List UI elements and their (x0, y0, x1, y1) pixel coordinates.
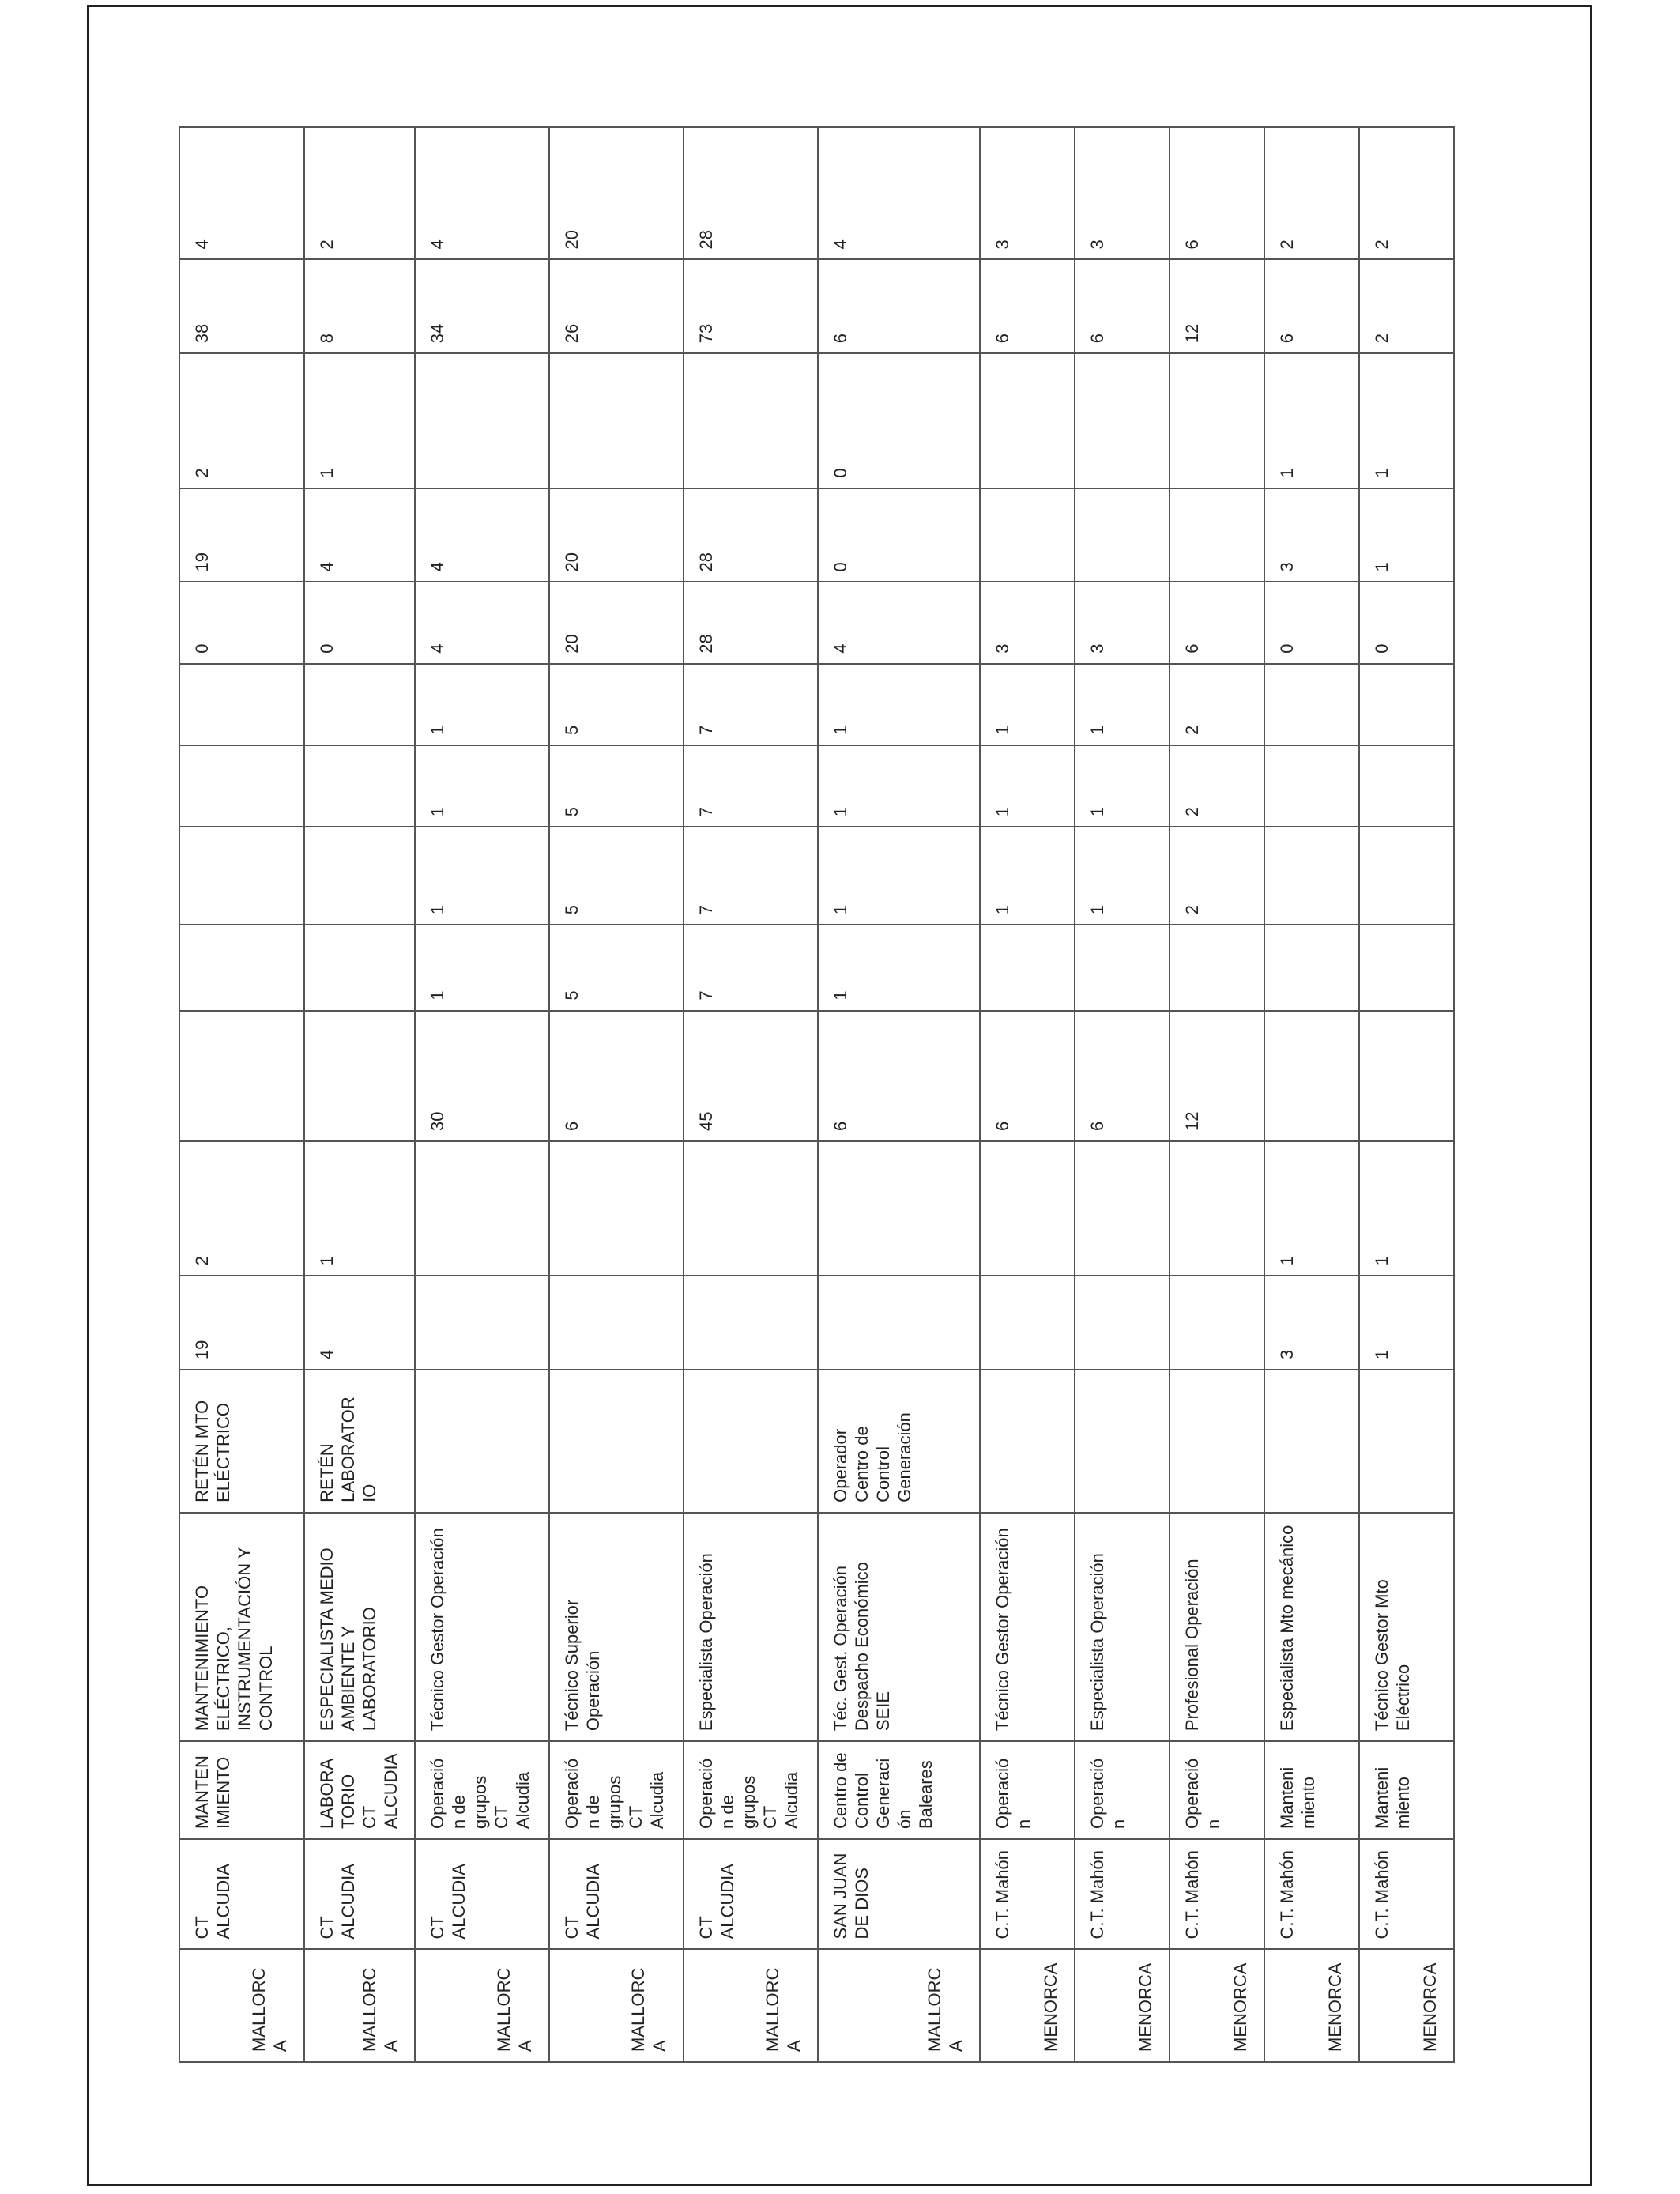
cell-value (1359, 827, 1454, 925)
cell-position: Técnico Gestor Operación (415, 1513, 549, 1741)
cell-value (818, 1141, 980, 1276)
cell-value (304, 664, 415, 745)
cell-service (1264, 1370, 1359, 1513)
cell-value: 0 (818, 488, 980, 582)
cell-area: MANTEN IMIENTO (179, 1741, 304, 1839)
cell-value: 3 (1075, 127, 1170, 259)
cell-value: 6 (1170, 127, 1264, 259)
cell-value: 1 (980, 745, 1075, 827)
cell-value: 0 (1359, 582, 1454, 663)
cell-value: 12 (1170, 259, 1264, 353)
cell-value: 30 (415, 1011, 549, 1141)
cell-value (304, 827, 415, 925)
table-row (415, 127, 549, 2062)
cell-area: Operació n (1075, 1741, 1170, 1839)
cell-area: Operació n (980, 1741, 1075, 1839)
cell-value: 0 (179, 582, 304, 663)
cell-value: 1 (1359, 488, 1454, 582)
cell-value (1170, 353, 1264, 488)
cell-value: 4 (415, 127, 549, 259)
cell-value: 19 (179, 1276, 304, 1370)
cell-region: MENORCA (1359, 1949, 1454, 2062)
cell-center: SAN JUAN DE DIOS (818, 1839, 980, 1949)
cell-value (304, 925, 415, 1010)
cell-service (415, 1370, 549, 1513)
cell-value (1359, 745, 1454, 827)
cell-position: Especialista Operación (1075, 1513, 1170, 1741)
cell-value: 5 (549, 745, 684, 827)
cell-value (1264, 664, 1359, 745)
cell-value: 20 (549, 582, 684, 663)
cell-value (980, 1141, 1075, 1276)
table-row (980, 127, 1075, 2062)
cell-service (980, 1370, 1075, 1513)
cell-value: 4 (415, 488, 549, 582)
cell-position: Técnico Gestor Operación (980, 1513, 1075, 1741)
cell-position: Técnico Gestor Mto Eléctrico (1359, 1513, 1454, 1741)
cell-value (1075, 353, 1170, 488)
cell-area: LABORA TORIO CT ALCUDIA (304, 1741, 415, 1839)
cell-area: Operació n de grupos CT Alcudia (549, 1741, 684, 1839)
cell-position: Especialista Operación (684, 1513, 818, 1741)
cell-value: 6 (980, 1011, 1075, 1141)
cell-value: 3 (1075, 582, 1170, 663)
cell-position: Profesional Operación (1170, 1513, 1264, 1741)
cell-value (980, 353, 1075, 488)
table-row (179, 127, 304, 2062)
cell-value (415, 353, 549, 488)
cell-value (1359, 925, 1454, 1010)
cell-value: 6 (1075, 259, 1170, 353)
cell-value (1264, 827, 1359, 925)
cell-value: 1 (818, 664, 980, 745)
cell-value: 19 (179, 488, 304, 582)
cell-value: 2 (1170, 745, 1264, 827)
cell-value (1075, 925, 1170, 1010)
cell-value (980, 488, 1075, 582)
cell-value: 1 (1075, 745, 1170, 827)
cell-value (1359, 1011, 1454, 1141)
cell-value (415, 1141, 549, 1276)
cell-value: 2 (304, 127, 415, 259)
cell-value (549, 353, 684, 488)
cell-value: 2 (1359, 127, 1454, 259)
cell-area: Centro de Control Generaci ón Baleares (818, 1741, 980, 1839)
cell-value (179, 827, 304, 925)
cell-value (1075, 1276, 1170, 1370)
cell-value: 7 (684, 664, 818, 745)
cell-value: 38 (179, 259, 304, 353)
staffing-table (179, 126, 1455, 2063)
cell-value: 2 (179, 1141, 304, 1276)
cell-value: 2 (1359, 259, 1454, 353)
cell-value: 2 (1170, 827, 1264, 925)
cell-center: C.T. Mahón (1170, 1839, 1264, 1949)
cell-value: 1 (980, 827, 1075, 925)
cell-value: 1 (415, 745, 549, 827)
cell-value (818, 1276, 980, 1370)
cell-value: 5 (549, 664, 684, 745)
cell-value (1170, 1276, 1264, 1370)
cell-value: 0 (1264, 582, 1359, 663)
cell-value: 1 (1264, 1141, 1359, 1276)
cell-value: 3 (1264, 1276, 1359, 1370)
cell-service: Operador Centro de Control Generación (818, 1370, 980, 1513)
cell-value: 1 (415, 664, 549, 745)
cell-value: 6 (818, 1011, 980, 1141)
cell-center: CT ALCUDIA (415, 1839, 549, 1949)
cell-value: 2 (1264, 127, 1359, 259)
cell-service: RETÉN LABORATOR IO (304, 1370, 415, 1513)
cell-area: Manteni miento (1264, 1741, 1359, 1839)
cell-center: C.T. Mahón (980, 1839, 1075, 1949)
cell-center: C.T. Mahón (1359, 1839, 1454, 1949)
cell-value: 12 (1170, 1011, 1264, 1141)
cell-area: Operació n (1170, 1741, 1264, 1839)
cell-value (549, 1276, 684, 1370)
cell-value: 3 (980, 127, 1075, 259)
cell-area: Operació n de grupos CT Alcudia (415, 1741, 549, 1839)
cell-region: MALLORC A (549, 1949, 684, 2062)
cell-value: 6 (818, 259, 980, 353)
cell-position: Téc. Gest. Operación Despacho Económico SEIE (818, 1513, 980, 1741)
cell-value: 1 (818, 745, 980, 827)
cell-value (684, 353, 818, 488)
table-row (549, 127, 684, 2062)
table-row (1264, 127, 1359, 2062)
cell-service (1359, 1370, 1454, 1513)
cell-value: 4 (304, 1276, 415, 1370)
cell-position: ESPECIALISTA MEDIO AMBIENTE Y LABORATORIO (304, 1513, 415, 1741)
rotated-table-wrapper (179, 126, 1440, 2063)
cell-value: 1 (1075, 827, 1170, 925)
cell-value (684, 1141, 818, 1276)
cell-value: 28 (684, 488, 818, 582)
cell-value (1170, 488, 1264, 582)
cell-value (179, 925, 304, 1010)
cell-value (1170, 925, 1264, 1010)
cell-position: Técnico Superior Operación (549, 1513, 684, 1741)
cell-value (179, 1011, 304, 1141)
cell-region: MALLORC A (304, 1949, 415, 2062)
cell-value: 1 (818, 925, 980, 1010)
cell-region: MALLORC A (415, 1949, 549, 2062)
cell-value: 73 (684, 259, 818, 353)
cell-value: 1 (304, 1141, 415, 1276)
cell-value (1075, 488, 1170, 582)
cell-value: 26 (549, 259, 684, 353)
cell-value: 1 (1075, 664, 1170, 745)
cell-region: MALLORC A (818, 1949, 980, 2062)
cell-region: MENORCA (1075, 1949, 1170, 2062)
table-row (1075, 127, 1170, 2062)
cell-value: 1 (1359, 353, 1454, 488)
cell-service (684, 1370, 818, 1513)
cell-region: MENORCA (1264, 1949, 1359, 2062)
cell-center: CT ALCUDIA (684, 1839, 818, 1949)
cell-area: Manteni miento (1359, 1741, 1454, 1839)
table-row (304, 127, 415, 2062)
cell-value: 20 (549, 488, 684, 582)
cell-center: C.T. Mahón (1264, 1839, 1359, 1949)
cell-value: 6 (549, 1011, 684, 1141)
cell-value: 1 (1359, 1141, 1454, 1276)
cell-value: 20 (549, 127, 684, 259)
cell-value (1264, 745, 1359, 827)
cell-value: 45 (684, 1011, 818, 1141)
cell-value (1359, 664, 1454, 745)
cell-value: 1 (818, 827, 980, 925)
cell-center: C.T. Mahón (1075, 1839, 1170, 1949)
cell-value (980, 1276, 1075, 1370)
table-row (1359, 127, 1454, 2062)
cell-value: 1 (980, 664, 1075, 745)
cell-value: 1 (304, 353, 415, 488)
cell-position: Especialista Mto mecánico (1264, 1513, 1359, 1741)
cell-value: 34 (415, 259, 549, 353)
cell-value: 6 (980, 259, 1075, 353)
cell-center: CT ALCUDIA (549, 1839, 684, 1949)
cell-value (1264, 1011, 1359, 1141)
cell-value: 4 (818, 582, 980, 663)
cell-value: 1 (415, 925, 549, 1010)
cell-value (304, 1011, 415, 1141)
cell-value (549, 1141, 684, 1276)
cell-value (304, 745, 415, 827)
cell-value: 4 (304, 488, 415, 582)
cell-service: RETÉN MTO ELÉCTRICO (179, 1370, 304, 1513)
table-row (818, 127, 980, 2062)
cell-position: MANTENIMIENTO ELÉCTRICO, INSTRUMENTACIÓN Y CONTROL (179, 1513, 304, 1741)
table-row (684, 127, 818, 2062)
cell-value: 6 (1075, 1011, 1170, 1141)
cell-value: 2 (1170, 664, 1264, 745)
cell-value (1170, 1141, 1264, 1276)
cell-value (684, 1276, 818, 1370)
cell-value: 7 (684, 827, 818, 925)
cell-value: 7 (684, 925, 818, 1010)
cell-value: 7 (684, 745, 818, 827)
cell-center: CT ALCUDIA (304, 1839, 415, 1949)
cell-value: 8 (304, 259, 415, 353)
cell-value (1075, 1141, 1170, 1276)
cell-value: 0 (818, 353, 980, 488)
cell-value: 2 (179, 353, 304, 488)
cell-value: 1 (415, 827, 549, 925)
cell-value (415, 1276, 549, 1370)
cell-center: CT ALCUDIA (179, 1839, 304, 1949)
cell-value: 4 (415, 582, 549, 663)
cell-region: MALLORC A (684, 1949, 818, 2062)
cell-value (980, 925, 1075, 1010)
cell-region: MENORCA (1170, 1949, 1264, 2062)
cell-value: 1 (1359, 1276, 1454, 1370)
table-row (1170, 127, 1264, 2062)
cell-value: 6 (1264, 259, 1359, 353)
cell-value: 3 (1264, 488, 1359, 582)
cell-value: 0 (304, 582, 415, 663)
cell-service (1170, 1370, 1264, 1513)
cell-value: 6 (1170, 582, 1264, 663)
cell-value: 5 (549, 925, 684, 1010)
cell-value: 4 (179, 127, 304, 259)
cell-value: 28 (684, 127, 818, 259)
cell-value: 5 (549, 827, 684, 925)
cell-value (179, 664, 304, 745)
cell-value: 1 (1264, 353, 1359, 488)
cell-area: Operació n de grupos CT Alcudia (684, 1741, 818, 1839)
cell-service (1075, 1370, 1170, 1513)
cell-region: MALLORC A (179, 1949, 304, 2062)
cell-value (179, 745, 304, 827)
cell-value: 28 (684, 582, 818, 663)
cell-value: 3 (980, 582, 1075, 663)
cell-value (1264, 925, 1359, 1010)
cell-value: 4 (818, 127, 980, 259)
cell-service (549, 1370, 684, 1513)
cell-region: MENORCA (980, 1949, 1075, 2062)
